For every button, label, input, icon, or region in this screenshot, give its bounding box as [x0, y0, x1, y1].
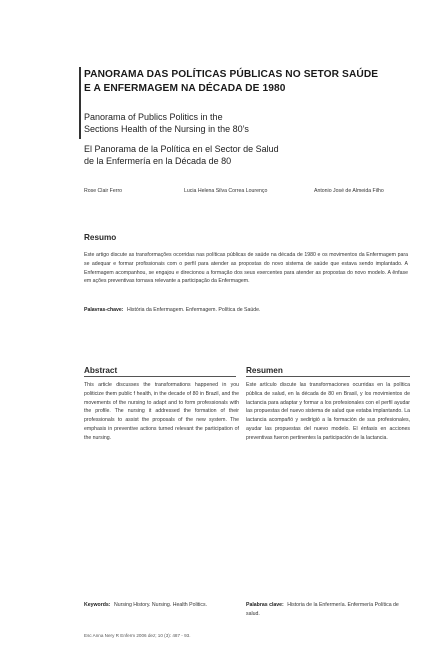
- english-title: [84, 111, 249, 135]
- palavras-chave-label: Palavras-chave:: [84, 307, 124, 313]
- abstract-rule: [84, 376, 236, 377]
- keywords-label: Keywords:: [84, 602, 111, 608]
- spanish-title: [84, 143, 279, 167]
- resumen-heading: Resumen: [246, 366, 283, 375]
- title-line-2: E A ENFERMAGEM NA DÉCADA DE 1980: [84, 83, 286, 94]
- abstract-body: This article discusses the transformations happened in you politicize them public f health, in the decade of 80 in Brazil, and the movements of the nursing to adapt and to form professionals with the profile. The nursing it addressed the formation of their professionals to assist the proposals of the new system. The emphasis in preventive actions turned relevant the participation of the nursing.: [84, 382, 239, 441]
- article-title: [84, 68, 404, 96]
- spanish-title-line-1: El Panorama de la Política en el Sector de Salud: [84, 144, 279, 154]
- resumen-rule: [246, 376, 410, 377]
- palavras-chave-values: História da Enfermagem. Enfermagem. Política de Saúde.: [126, 307, 261, 313]
- abstract-heading: Abstract: [84, 366, 118, 375]
- keywords-english: [84, 601, 239, 610]
- palabras-clave-values: Historia de la Enfermería. Enfermería Política de salud.: [246, 602, 399, 617]
- author-3: Antonio José de Almeida Filho: [314, 188, 384, 194]
- resumo-heading: Resumo: [84, 233, 117, 242]
- author-1: Rose Clair Ferro: [84, 188, 123, 194]
- resumen-body: Este artículo discute las transformaciones ocurridas en la política pública de salud, en la década de 80 en Brasil, y los movimientos de lactancia para adaptar y formar a los profesionales con el perfil ayudar las propuestas del nuevo sistema de salud que estaba implantando. La lactancia acompañó y sedirigió a la formación de sus profesionales, ayudar las propuestas del nuevo modelo. El énfasis en acciones preventivas fueron pertinentes la participación de la lactancia.: [246, 382, 410, 441]
- spanish-title-line-2: de la Enfermería en la Década de 80: [84, 156, 232, 166]
- palabras-clave: [246, 601, 410, 618]
- title-accent-rule: [79, 67, 81, 139]
- keywords-values: Nursing History. Nursing. Health Politics.: [113, 602, 208, 608]
- resumo-body: Este artigo discute as transformações ocorridas nas políticas públicas de saúde na década de 1980 e os movimentos da Enfermagem para se adequar e formar profissionais com o perfil para atender as propostas do novo sistema de saúde que estava sendo implantado. A Enfermagem acompanhou, se engajou e direcionou a formação dos seus exercentes para atender as propostas do novo modelo. A ênfase em ações preventivas tornava relevante a participação da Enfermagem.: [84, 252, 408, 285]
- english-title-line-2: Sections Health of the Nursing in the 80’s: [84, 124, 249, 134]
- palabras-clave-label: Palabras clave:: [246, 602, 284, 608]
- journal-citation: Esc Anna Nery R Enferm 2006 dez; 10 (3): 487 - 93.: [84, 633, 191, 638]
- english-title-line-1: Panorama of Publics Politics in the: [84, 112, 223, 122]
- title-line-1: PANORAMA DAS POLÍTICAS PÚBLICAS NO SETOR SAÚDE: [84, 69, 379, 80]
- author-2: Lucia Helena Silva Correa Lourenço: [184, 188, 268, 194]
- palavras-chave: [84, 306, 260, 315]
